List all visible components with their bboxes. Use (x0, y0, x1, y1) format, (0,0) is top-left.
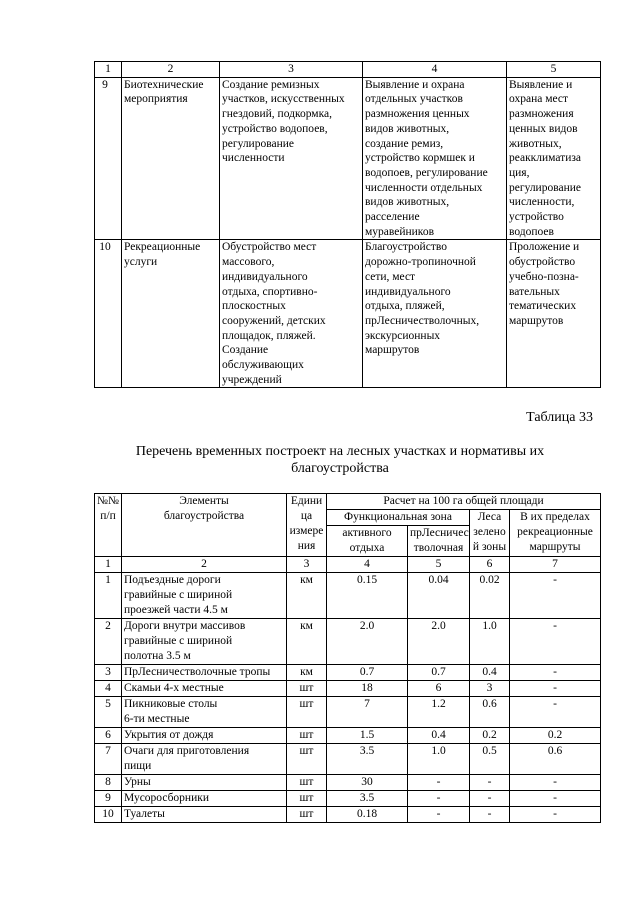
header-prles: прЛесничес тволочная (408, 526, 470, 557)
unit-cell: шт (287, 775, 327, 791)
value-cell: 0.04 (408, 573, 470, 619)
value-cell: 1.2 (408, 697, 470, 728)
value-cell: - (510, 697, 601, 728)
value-cell: - (510, 573, 601, 619)
activity-name: Рекреационные услуги (122, 240, 220, 388)
value-cell: - (470, 807, 510, 823)
table-row (95, 697, 601, 728)
value-cell: 18 (327, 681, 408, 697)
activity-cell: Выявление и охрана мест размножения ценных видов животных, реакклиматиза ция, регулирование численности, устройство водопоев (507, 77, 601, 240)
row-number: 4 (95, 681, 122, 697)
value-cell: - (510, 665, 601, 681)
unit-cell: шт (287, 744, 327, 775)
value-cell: - (510, 681, 601, 697)
row-number: 9 (95, 77, 122, 240)
table-row (95, 240, 601, 388)
element-name: Скамьи 4-х местные (122, 681, 287, 697)
index-cell: 4 (327, 557, 408, 573)
element-name: Подъездные дороги гравийные с шириной проезжей части 4.5 м (122, 573, 287, 619)
header-calc: Расчет на 100 га общей площади (327, 494, 601, 510)
unit-cell: км (287, 573, 327, 619)
row-number: 5 (95, 697, 122, 728)
row-number: 10 (95, 240, 122, 388)
header-cell: 3 (220, 62, 363, 78)
value-cell: 2.0 (327, 619, 408, 665)
table-row (95, 665, 601, 681)
header-cell: 1 (95, 62, 122, 78)
table-row (95, 619, 601, 665)
header-cell: 2 (122, 62, 220, 78)
header-elements: Элементы благоустройства (122, 494, 287, 557)
activity-cell: Благоустройство дорожно-тропиночной сети, мест индивидуального отдыха, пляжей, прЛесничестволочных, экскурсионных маршрутов (363, 240, 507, 388)
column-index-row (95, 557, 601, 573)
value-cell: 0.6 (470, 697, 510, 728)
index-cell: 7 (510, 557, 601, 573)
value-cell: 0.5 (470, 744, 510, 775)
element-name: Туалеты (122, 807, 287, 823)
table-row (95, 77, 601, 240)
unit-cell: км (287, 619, 327, 665)
norms-table (94, 493, 601, 823)
row-number: 7 (95, 744, 122, 775)
value-cell: - (510, 775, 601, 791)
header-cell: 5 (507, 62, 601, 78)
value-cell: 1.5 (327, 728, 408, 744)
table-row (95, 744, 601, 775)
activity-cell: Проложение и обустройство учебно-позна- вательных тематических маршрутов (507, 240, 601, 388)
header-active: активного отдыха (327, 526, 408, 557)
value-cell: 3.5 (327, 744, 408, 775)
value-cell: 0.7 (327, 665, 408, 681)
value-cell: 0.2 (470, 728, 510, 744)
unit-cell: шт (287, 681, 327, 697)
unit-cell: шт (287, 728, 327, 744)
value-cell: - (510, 791, 601, 807)
value-cell: 30 (327, 775, 408, 791)
row-number: 10 (95, 807, 122, 823)
row-number: 1 (95, 573, 122, 619)
element-name: Пикниковые столы 6-ти местные (122, 697, 287, 728)
activity-cell: Выявление и охрана отдельных участков размножения ценных видов животных, создание ремиз, устройство кормшек и водопоев, регулирование численности отдельных видов животных, расселение муравейников (363, 77, 507, 240)
header-num: №№ п/п (95, 494, 122, 557)
row-number: 8 (95, 775, 122, 791)
index-cell: 1 (95, 557, 122, 573)
index-cell: 6 (470, 557, 510, 573)
value-cell: 0.02 (470, 573, 510, 619)
element-name: Мусоросборники (122, 791, 287, 807)
table-number: Таблица 33 (526, 410, 593, 425)
header-func-zone: Функциональная зона (327, 510, 470, 526)
value-cell: - (470, 775, 510, 791)
header-cell: 4 (363, 62, 507, 78)
table-row (95, 807, 601, 823)
value-cell: - (510, 807, 601, 823)
value-cell: 3.5 (327, 791, 408, 807)
value-cell: - (408, 807, 470, 823)
index-cell: 2 (122, 557, 287, 573)
value-cell: 0.4 (470, 665, 510, 681)
value-cell: 7 (327, 697, 408, 728)
row-number: 9 (95, 791, 122, 807)
row-number: 3 (95, 665, 122, 681)
index-cell: 3 (287, 557, 327, 573)
unit-cell: шт (287, 807, 327, 823)
table-row (95, 728, 601, 744)
activity-cell: Обустройство мест массового, индивидуального отдыха, спортивно- плоскостных сооружений, детских площадок, пляжей. Создание обслуживающих учреждений (220, 240, 363, 388)
value-cell: 1.0 (408, 744, 470, 775)
table-title: Перечень временных построект на лесных участках и нормативы их благоустройства (135, 444, 545, 476)
table-row (95, 775, 601, 791)
table-row (95, 681, 601, 697)
value-cell: 2.0 (408, 619, 470, 665)
value-cell: 0.6 (510, 744, 601, 775)
value-cell: 0.4 (408, 728, 470, 744)
unit-cell: км (287, 665, 327, 681)
table-row (95, 791, 601, 807)
index-cell: 5 (408, 557, 470, 573)
element-name: Урны (122, 775, 287, 791)
row-number: 2 (95, 619, 122, 665)
value-cell: 0.2 (510, 728, 601, 744)
unit-cell: шт (287, 791, 327, 807)
value-cell: 0.15 (327, 573, 408, 619)
element-name: Очаги для приготовления пищи (122, 744, 287, 775)
unit-cell: шт (287, 697, 327, 728)
header-within: В их пределах рекреационные маршруты (510, 510, 601, 557)
row-number: 6 (95, 728, 122, 744)
activity-name: Биотехнические мероприятия (122, 77, 220, 240)
value-cell: - (408, 775, 470, 791)
value-cell: 1.0 (470, 619, 510, 665)
table-header-row (95, 494, 601, 510)
header-forest: Леса зелено й зоны (470, 510, 510, 557)
value-cell: 0.18 (327, 807, 408, 823)
value-cell: - (408, 791, 470, 807)
activities-table (94, 61, 601, 388)
value-cell: 3 (470, 681, 510, 697)
value-cell: 0.7 (408, 665, 470, 681)
element-name: Дороги внутри массивов гравийные с шириной полотна 3.5 м (122, 619, 287, 665)
element-name: ПрЛесничестволочные тропы (122, 665, 287, 681)
activity-cell: Создание ремизных участков, искусственных гнездовий, подкормка, устройство водопоев, регулирование численности (220, 77, 363, 240)
value-cell: - (510, 619, 601, 665)
value-cell: - (470, 791, 510, 807)
table-row (95, 573, 601, 619)
value-cell: 6 (408, 681, 470, 697)
table-header-row (95, 62, 601, 78)
header-unit: Едини ца измере ния (287, 494, 327, 557)
element-name: Укрытия от дождя (122, 728, 287, 744)
